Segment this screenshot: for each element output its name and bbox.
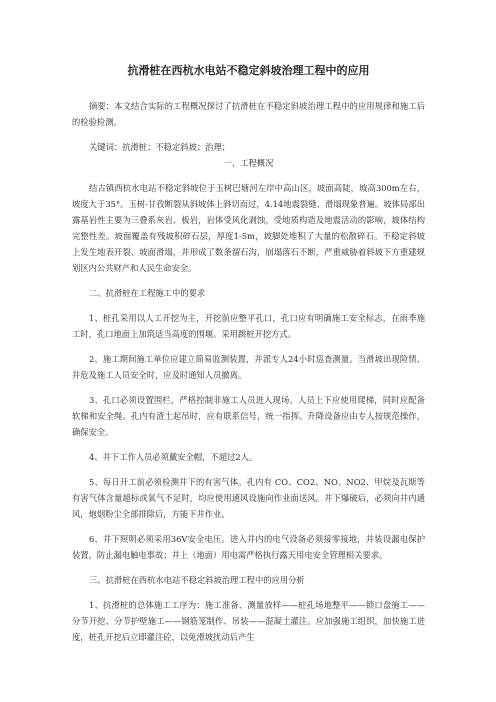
keywords: 关键词：抗滑桩；不稳定斜坡；治理；: [89, 142, 231, 152]
section-heading-1: 一、工程概况: [223, 158, 274, 168]
requirement-5: 5、每日开工前必须检测井下的有害气体。孔内有 CO、CO2、NO、NO2、甲烷及瓦斯等有害气体含量超标或氧气不足时，均应使用通风设施向作业面送风。井下爆破后，必须向井内通风，炮烟粉尘全部排除后，方能下井作业。: [72, 477, 425, 519]
document-title: 抗滑桩在西杭水电站不稳定斜坡治理工程中的应用: [127, 64, 370, 77]
abstract: 摘要：本文结合实际的工程概况探讨了抗滑桩在不稳定斜坡治理工程中的应用规律和施工后的检验检测。: [72, 101, 425, 127]
section-3-paragraph-1: 1、抗滑桩的总体施工工序为：施工准备、测量放样——桩孔场地整平——锁口盘施工——分节开挖、分节护壁施工——钢筋笼制作、吊装——混凝土灌注。应加强施工组织，加快施工进度，桩孔开挖后立即灌注砼，以免滑坡扰动后产生: [72, 600, 425, 642]
requirement-1: 1、桩孔采用以人工开挖为主，开挖前应整平孔口，孔口应有明确施工安全标志，在雨季施工时，孔口地面上加筑适当高度的围堰。采用跳桩开挖方式。: [72, 313, 425, 339]
section-heading-2: 二、抗滑桩在工程施工中的要求: [89, 288, 206, 298]
requirement-6: 6、井下照明必须采用36V安全电压。进入井内的电气设备必须接零接地，并装设漏电保护装置，防止漏电触电事故；井上（地面）用电需严格执行露天用电安全管理相关要求。: [72, 534, 425, 560]
section-heading-3: 三、抗滑桩在西杭水电站不稳定斜坡治理工程中的应用分析: [89, 575, 305, 585]
requirement-3: 3、孔口必须设置围栏，严格控制非施工人员进入现场。人员上下应使用爬梯，同时应配备软梯和安全绳。孔内有渣土起吊时，应有联系信号，统一指挥。升降设备应由专人按规范操作，确保安全。: [72, 395, 425, 437]
requirement-2: 2、施工期间施工单位应建立简易监测装置，并派专人24小时巡查测量。当滑坡出现险情、并危及施工人员安全时，应及时通知人员撤离。: [72, 354, 425, 380]
section-1-paragraph: 结古镇西杭水电站不稳定斜坡位于玉树巴塘河左岸中高山区，坡面高陡，坡高300m左右，坡度大于35°。玉树-甘孜断裂从斜坡体上斜切而过，4.14地震裂缝、滑塌现象普遍。坡体局部出露基岩性主要为三叠系灰岩、板岩，岩体受风化剥蚀，受地质构造及地震活动的影响，坡体结构完整性差。坡面覆盖有残坡积碎石层，厚度1-5m，坡脚处堆积了大量的松散碎石。不稳定斜坡上发生地表开裂、坡面滑塌，并形成了数条溜石沟，崩塌落石不断，严重威胁着斜坡下方重建规划区内公共财产和人民生命安全。: [72, 183, 425, 273]
requirement-4: 4、井下工作人员必须戴安全帽，不超过2人。: [89, 452, 258, 462]
document-body: [72, 62, 425, 645]
